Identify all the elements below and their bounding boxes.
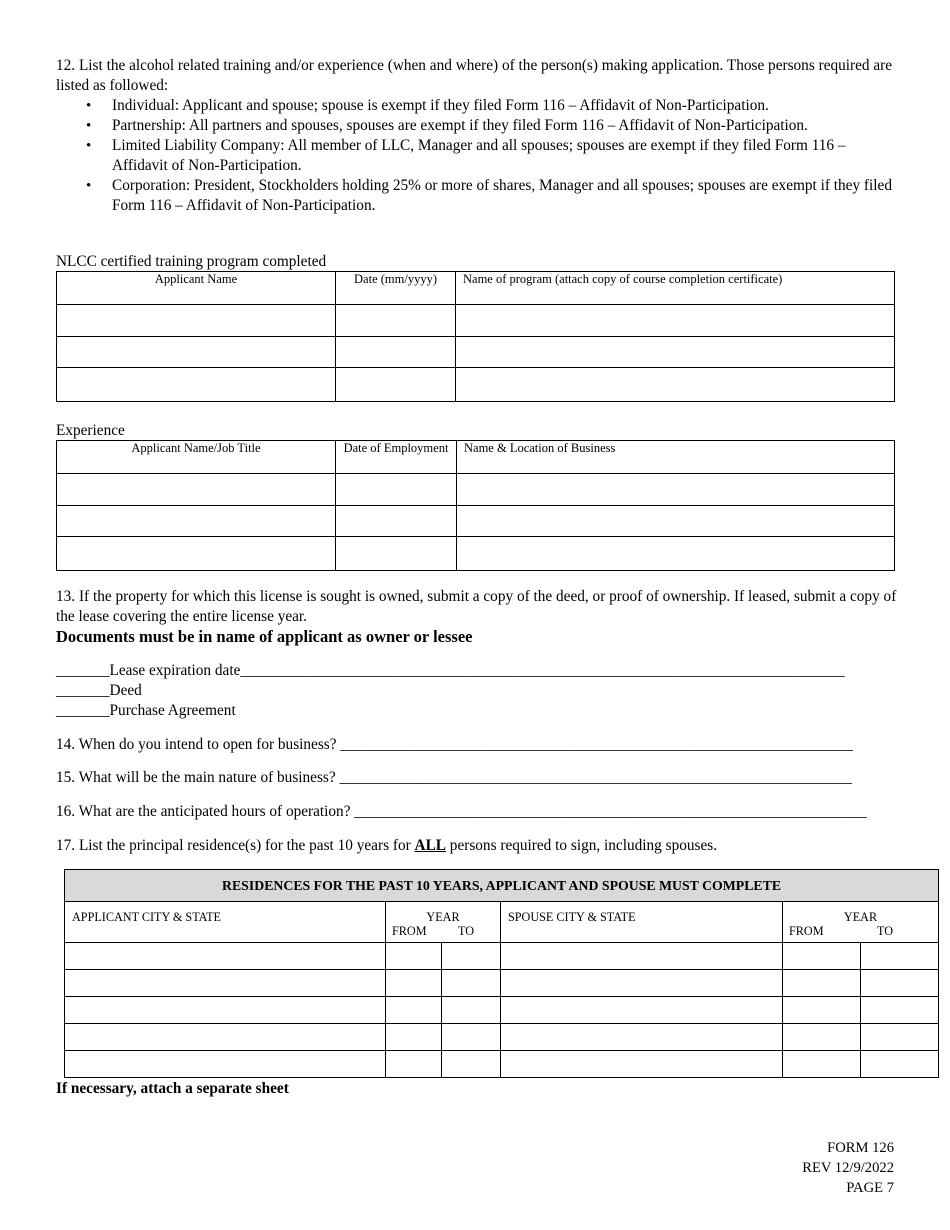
question-15-text: 15. What will be the main nature of business? — [56, 769, 336, 786]
applicant-from-cell[interactable] — [386, 1051, 442, 1078]
deed-option[interactable]: _______Deed — [56, 682, 142, 699]
question-17-emphasis: ALL — [414, 837, 446, 854]
spouse-from-cell[interactable] — [783, 970, 861, 997]
question-17-text-end: persons required to sign, including spouses. — [445, 837, 718, 854]
training-section — [56, 252, 895, 402]
table-row — [65, 1024, 939, 1051]
spouse-city-cell[interactable] — [501, 943, 783, 970]
attach-note: If necessary, attach a separate sheet — [56, 1080, 289, 1097]
spouse-from-cell[interactable] — [783, 943, 861, 970]
spouse-city-cell[interactable] — [501, 1051, 783, 1078]
year-label: YEAR — [843, 910, 878, 924]
business-location-header: Name & Location of Business — [457, 441, 895, 474]
applicant-to-cell[interactable] — [442, 943, 501, 970]
applicant-from-cell[interactable] — [386, 943, 442, 970]
table-row — [65, 997, 939, 1024]
spouse-to-cell[interactable] — [861, 970, 939, 997]
deed-option-label: Deed — [109, 682, 142, 699]
required-persons-list — [56, 96, 898, 216]
question-12-text: 12. List the alcohol related training and/or experience (when and where) of the person(s) making application. Those persons required are listed as followed: — [56, 57, 893, 94]
spouse-from-cell[interactable] — [783, 1024, 861, 1051]
list-item: • Corporation: President, Stockholders holding 25% or more of shares, Manager and all spouses; spouses are exempt if they filed Form 116 – Affidavit of Non-Participation. — [56, 176, 898, 216]
training-table — [56, 271, 895, 402]
applicant-city-cell[interactable] — [65, 943, 386, 970]
table-row — [57, 337, 895, 368]
employment-date-header: Date of Employment — [336, 441, 457, 474]
program-name-header: Name of program (attach copy of course completion certificate) — [456, 272, 895, 305]
to-label: TO — [877, 924, 894, 938]
applicant-city-cell[interactable] — [65, 970, 386, 997]
applicant-year-header — [386, 902, 501, 943]
training-program-cell[interactable] — [456, 305, 895, 337]
spouse-city-cell[interactable] — [501, 1024, 783, 1051]
training-name-cell[interactable] — [57, 337, 336, 368]
training-program-cell[interactable] — [456, 337, 895, 368]
spouse-to-cell[interactable] — [861, 943, 939, 970]
training-name-cell[interactable] — [57, 305, 336, 337]
list-item: • Partnership: All partners and spouses, spouses are exempt if they filed Form 116 – Affidavit of Non-Participation. — [56, 116, 898, 136]
training-date-cell[interactable] — [336, 305, 456, 337]
purchase-agreement-option-label: Purchase Agreement — [109, 702, 236, 719]
applicant-to-cell[interactable] — [442, 1024, 501, 1051]
spouse-to-cell[interactable] — [861, 997, 939, 1024]
experience-date-cell[interactable] — [336, 474, 457, 506]
table-row — [65, 970, 939, 997]
question-13 — [56, 587, 898, 648]
ownership-options — [56, 661, 845, 721]
purchase-agreement-option[interactable]: _______Purchase Agreement — [56, 702, 236, 719]
table-row — [57, 368, 895, 402]
question-13-text: 13. If the property for which this license is sought is owned, submit a copy of the deed, or proof of ownership. If leased, submit a copy of the lease covering the entire license year. — [56, 588, 897, 625]
experience-label: Experience — [56, 422, 125, 439]
question-14-text: 14. When do you intend to open for business? — [56, 736, 337, 753]
training-program-cell[interactable] — [456, 368, 895, 402]
residences-table — [64, 869, 939, 1078]
spouse-to-cell[interactable] — [861, 1024, 939, 1051]
ownership-requirement: Documents must be in name of applicant as owner or lessee — [56, 627, 473, 646]
date-header: Date (mm/yyyy) — [336, 272, 456, 305]
question-17 — [56, 836, 717, 856]
experience-business-cell[interactable] — [457, 537, 895, 571]
applicant-from-cell[interactable] — [386, 970, 442, 997]
applicant-city-header: APPLICANT CITY & STATE — [65, 902, 386, 943]
training-label: NLCC certified training program completed — [56, 253, 327, 270]
list-item: • Individual: Applicant and spouse; spouse is exempt if they filed Form 116 – Affidavit of Non-Participation. — [56, 96, 898, 116]
experience-table — [56, 440, 895, 571]
applicant-name-header: Applicant Name — [57, 272, 336, 305]
to-label: TO — [458, 924, 475, 938]
table-row — [57, 537, 895, 571]
question-12 — [56, 56, 898, 216]
applicant-city-cell[interactable] — [65, 997, 386, 1024]
spouse-to-cell[interactable] — [861, 1051, 939, 1078]
experience-name-cell[interactable] — [57, 537, 336, 571]
residences-title: RESIDENCES FOR THE PAST 10 YEARS, APPLICANT AND SPOUSE MUST COMPLETE — [65, 870, 939, 902]
training-date-cell[interactable] — [336, 337, 456, 368]
applicant-city-cell[interactable] — [65, 1051, 386, 1078]
form-footer — [802, 1138, 894, 1198]
applicant-to-cell[interactable] — [442, 997, 501, 1024]
experience-business-cell[interactable] — [457, 506, 895, 537]
spouse-from-cell[interactable] — [783, 997, 861, 1024]
applicant-to-cell[interactable] — [442, 1051, 501, 1078]
experience-date-cell[interactable] — [336, 506, 457, 537]
experience-date-cell[interactable] — [336, 537, 457, 571]
spouse-city-header: SPOUSE CITY & STATE — [501, 902, 783, 943]
table-row — [65, 943, 939, 970]
year-label: YEAR — [426, 910, 460, 924]
spouse-city-cell[interactable] — [501, 970, 783, 997]
spouse-year-header — [783, 902, 939, 943]
lease-option-label: Lease expiration date — [109, 662, 241, 679]
experience-name-cell[interactable] — [57, 474, 336, 506]
table-row — [65, 1051, 939, 1078]
experience-business-cell[interactable] — [457, 474, 895, 506]
question-15[interactable]: 15. What will be the main nature of business? ___________________________________________________________________ — [56, 769, 852, 786]
lease-option[interactable]: _______Lease expiration date_______________________________________________________________________________ — [56, 662, 845, 679]
question-17-text: 17. List the principal residence(s) for the past 10 years for — [56, 837, 415, 854]
spouse-city-cell[interactable] — [501, 997, 783, 1024]
applicant-job-title-header: Applicant Name/Job Title — [57, 441, 336, 474]
applicant-from-cell[interactable] — [386, 997, 442, 1024]
from-label: FROM — [789, 924, 824, 938]
training-date-cell[interactable] — [336, 368, 456, 402]
page-number: PAGE 7 — [846, 1180, 894, 1196]
table-row — [57, 474, 895, 506]
training-name-cell[interactable] — [57, 368, 336, 402]
experience-name-cell[interactable] — [57, 506, 336, 537]
question-14[interactable]: 14. When do you intend to open for business? ___________________________________________________________________ — [56, 736, 853, 753]
list-item: • Limited Liability Company: All member of LLC, Manager and all spouses; spouses are exempt if they filed Form 116 – Affidavit of Non-Participation. — [56, 136, 898, 176]
table-row — [57, 305, 895, 337]
spouse-from-cell[interactable] — [783, 1051, 861, 1078]
applicant-to-cell[interactable] — [442, 970, 501, 997]
table-row — [57, 506, 895, 537]
question-16[interactable]: 16. What are the anticipated hours of operation? ___________________________________________________________________ — [56, 803, 867, 820]
question-16-text: 16. What are the anticipated hours of operation? — [56, 803, 351, 820]
applicant-from-cell[interactable] — [386, 1024, 442, 1051]
revision-date: REV 12/9/2022 — [802, 1160, 894, 1176]
from-label: FROM — [392, 924, 427, 938]
experience-section — [56, 421, 895, 571]
form-number: FORM 126 — [827, 1140, 894, 1156]
applicant-city-cell[interactable] — [65, 1024, 386, 1051]
